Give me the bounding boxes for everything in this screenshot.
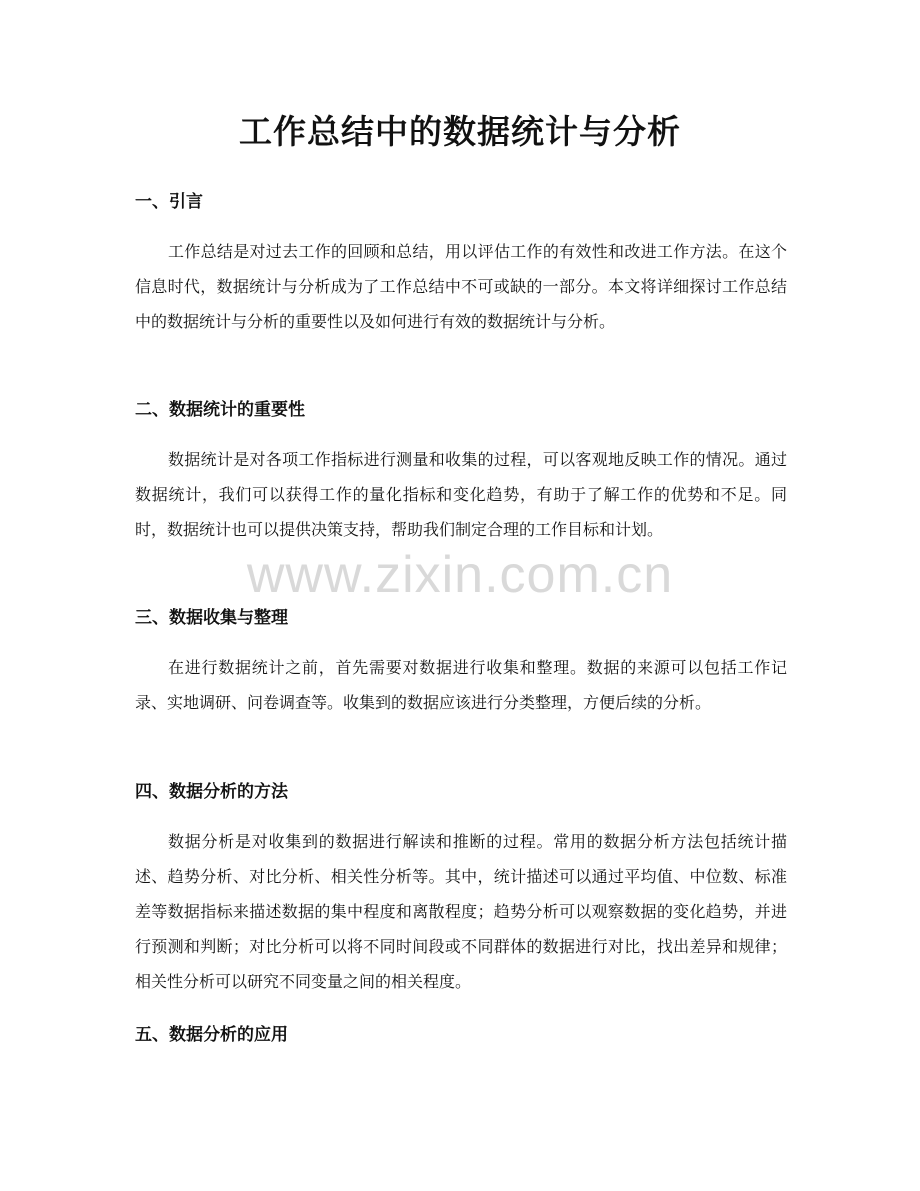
section-paragraph: 工作总结是对过去工作的回顾和总结，用以评估工作的有效性和改进工作方法。在这个信息时代，数据统计与分析成为了工作总结中不可或缺的一部分。本文将详细探讨工作总结中的数据统计与分析的重要性以及如何进行有效的数据统计与分析。 bbox=[135, 242, 787, 331]
section-heading: 二、数据统计的重要性 bbox=[135, 400, 305, 420]
watermark-text: www.zixin.com.cn bbox=[246, 546, 674, 604]
section-heading: 一、引言 bbox=[135, 192, 203, 212]
section-heading: 五、数据分析的应用 bbox=[135, 1025, 288, 1045]
section-analysis-application bbox=[135, 1023, 787, 1047]
document-title: 工作总结中的数据统计与分析 bbox=[239, 112, 681, 151]
section-heading: 四、数据分析的方法 bbox=[135, 782, 288, 802]
section-introduction bbox=[135, 190, 787, 339]
section-importance bbox=[135, 398, 787, 547]
section-paragraph: 数据分析是对收集到的数据进行解读和推断的过程。常用的数据分析方法包括统计描述、趋势分析、对比分析、相关性分析等。其中，统计描述可以通过平均值、中位数、标准差等数据指标来描述数据的集中程度和离散程度；趋势分析可以观察数据的变化趋势，并进行预测和判断；对比分析可以将不同时间段或不同群体的数据进行对比，找出差异和规律；相关性分析可以研究不同变量之间的相关程度。 bbox=[135, 832, 787, 991]
section-paragraph: 数据统计是对各项工作指标进行测量和收集的过程，可以客观地反映工作的情况。通过数据统计，我们可以获得工作的量化指标和变化趋势，有助于了解工作的优势和不足。同时，数据统计也可以提供决策支持，帮助我们制定合理的工作目标和计划。 bbox=[135, 450, 787, 539]
section-heading: 三、数据收集与整理 bbox=[135, 608, 288, 628]
section-analysis-methods bbox=[135, 780, 787, 999]
section-paragraph: 在进行数据统计之前，首先需要对数据进行收集和整理。数据的来源可以包括工作记录、实地调研、问卷调查等。收集到的数据应该进行分类整理，方便后续的分析。 bbox=[135, 658, 787, 712]
section-collection bbox=[135, 606, 787, 720]
